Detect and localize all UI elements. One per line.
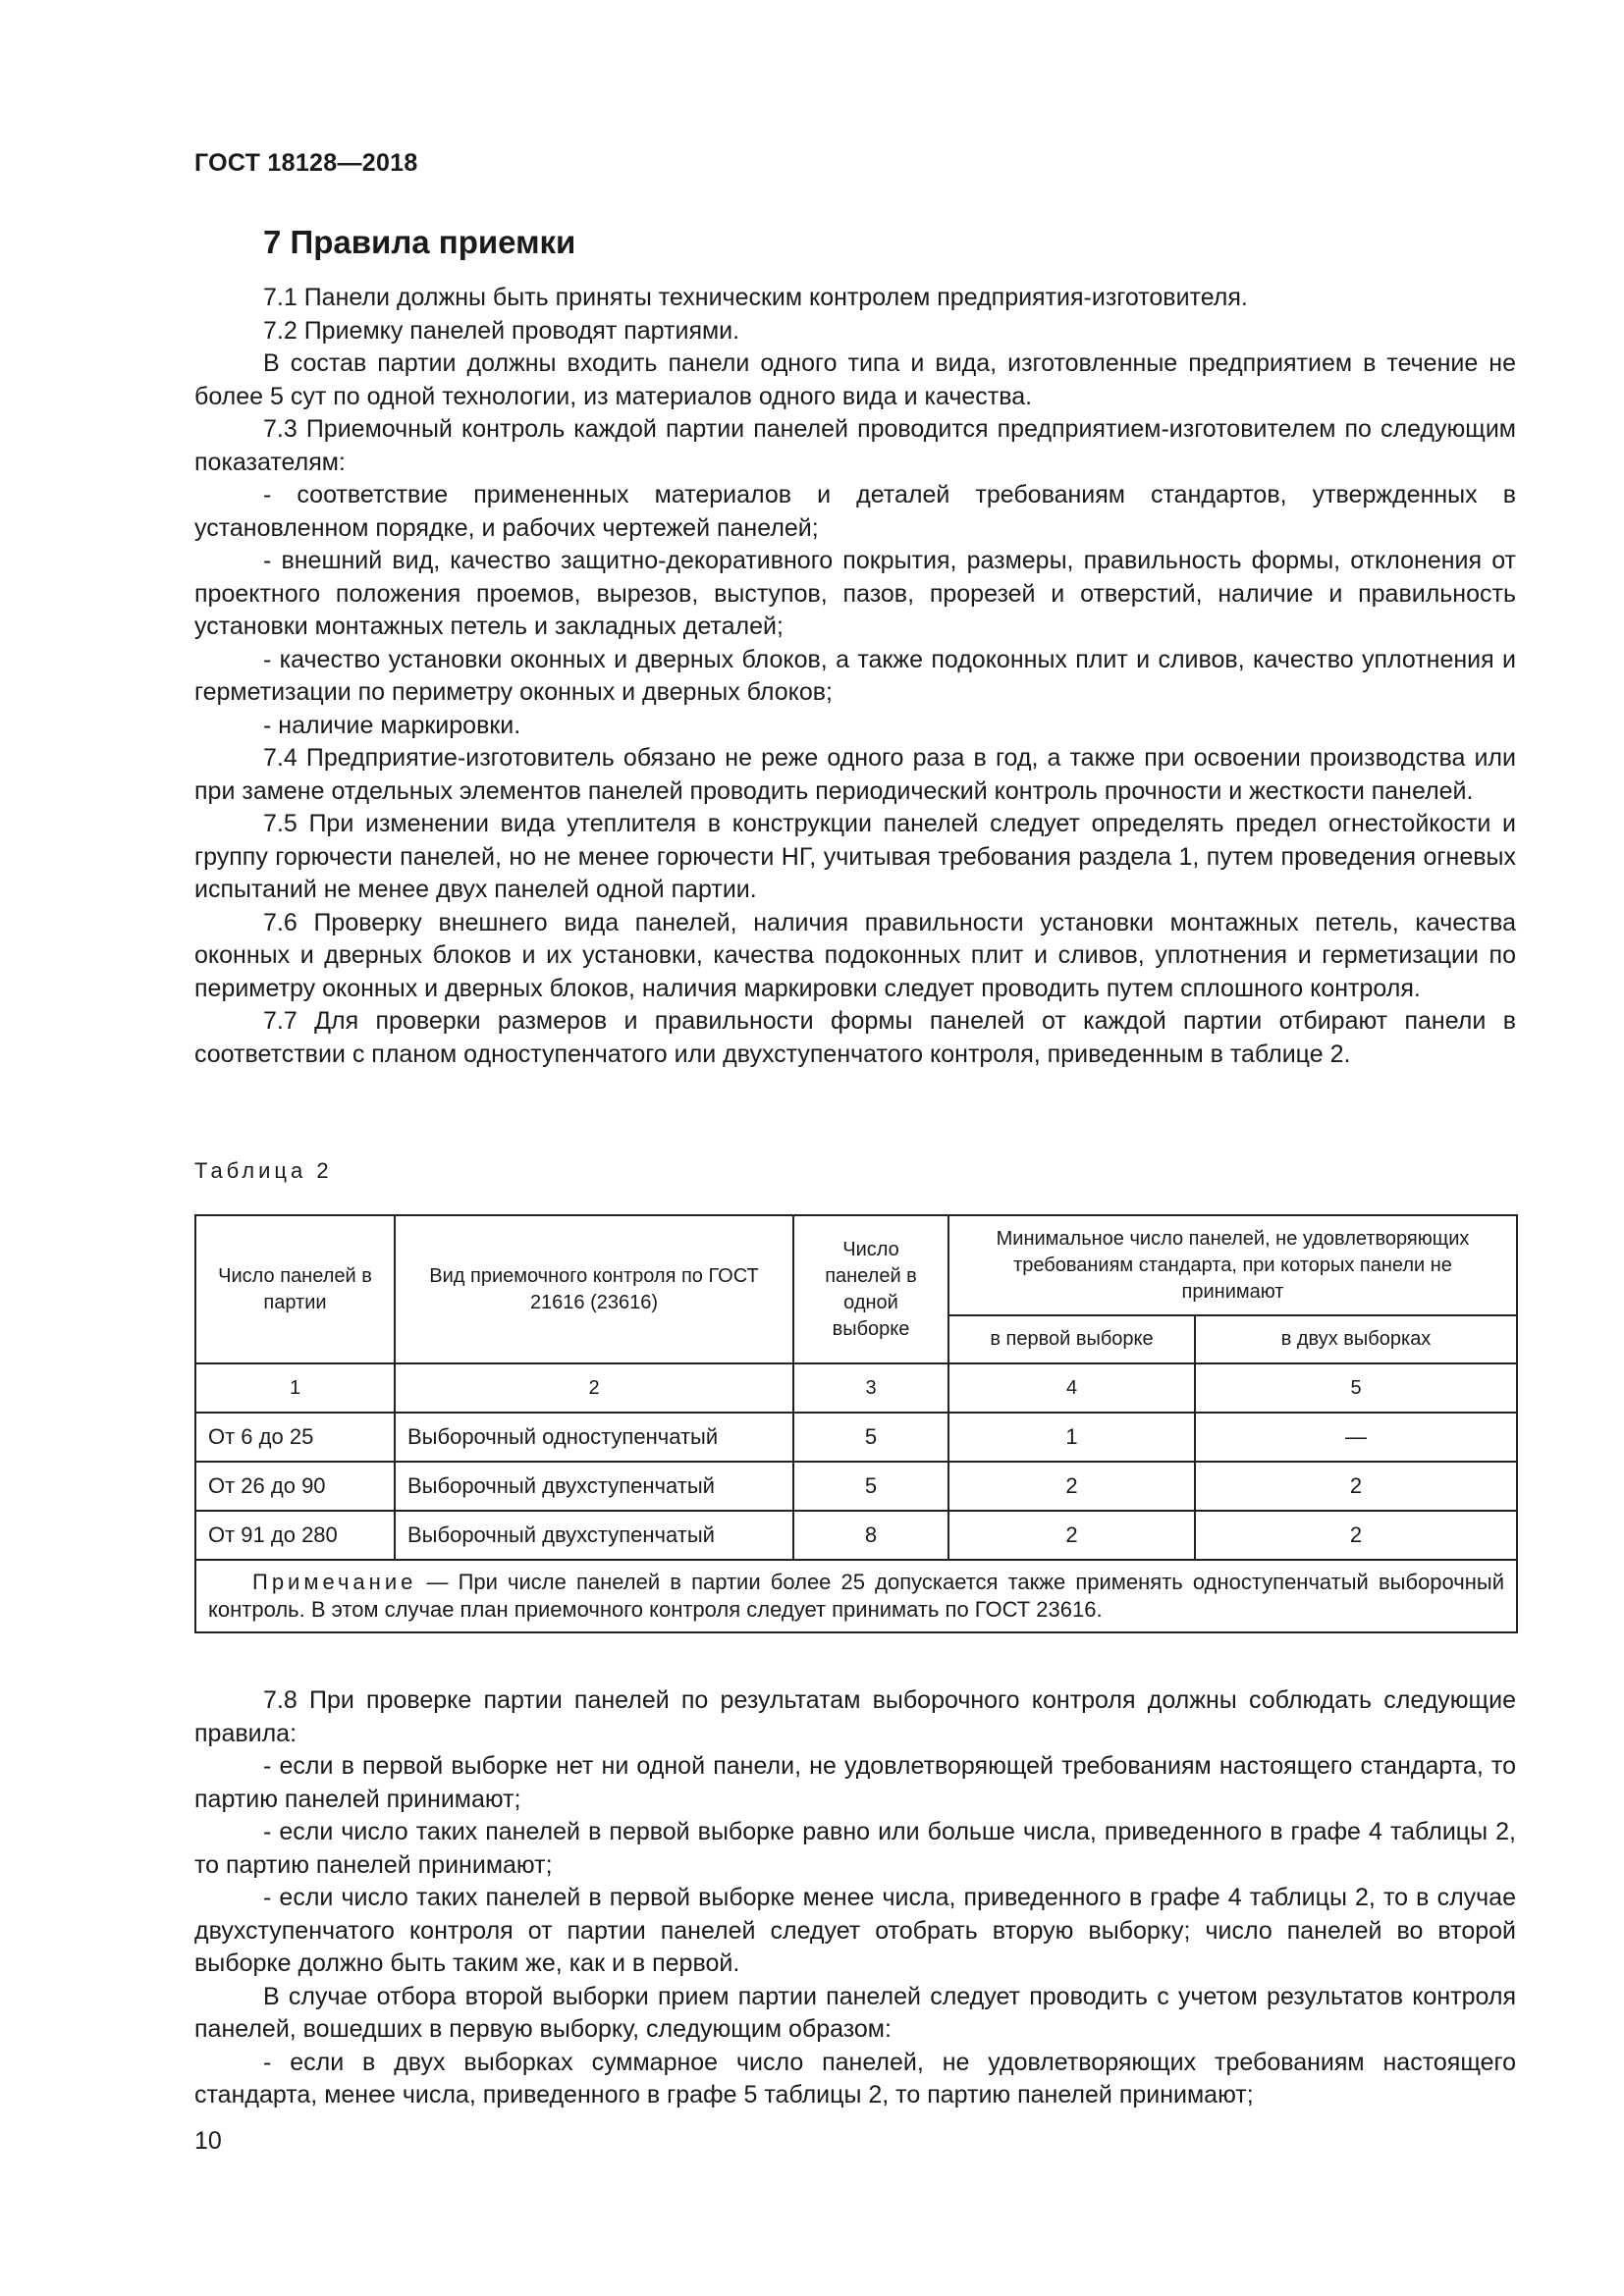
page-number: 10 <box>194 2127 222 2155</box>
section-title: 7 Правила приемки <box>263 224 576 260</box>
column-number: 2 <box>395 1363 793 1413</box>
cell-kind: Выборочный двухступенчатый <box>395 1511 793 1560</box>
cell-first: 2 <box>948 1462 1195 1511</box>
paragraph: В случае отбора второй выборки прием партии панелей следует проводить с учетом результатов контроля панелей, вошедших в первую выборку, следующим образом: <box>194 1982 1516 2043</box>
paragraph: - соответствие примененных материалов и деталей требованиям стандартов, утвержденных в установленном порядке, и рабочих чертежей панелей; <box>194 481 1516 542</box>
cell-first: 2 <box>948 1511 1195 1560</box>
cell-kind: Выборочный двухступенчатый <box>395 1462 793 1511</box>
column-number: 5 <box>1195 1363 1517 1413</box>
table-caption: Таблица 2 <box>194 1158 333 1183</box>
cell-kind: Выборочный одноступенчатый <box>395 1413 793 1462</box>
cell-sample: 5 <box>793 1413 948 1462</box>
cell-sample: 5 <box>793 1462 948 1511</box>
paragraph: 7.7 Для проверки размеров и правильности формы панелей от каждой партии отбирают панели в соответствии с планом одноступенчатого или двухступенчатого контроля, приведенным в таблице 2. <box>194 1007 1516 1068</box>
paragraph: 7.4 Предприятие-изготовитель обязано не реже одного раза в год, а также при освоении производства или при замене отдельных элементов панелей проводить периодический контроль прочности и жесткости панелей. <box>194 744 1516 805</box>
cell-lot: От 91 до 280 <box>195 1511 395 1560</box>
column-number: 3 <box>793 1363 948 1413</box>
paragraph: - качество установки оконных и дверных блоков, а также подоконных плит и сливов, качество уплотнения и герметизации по периметру оконных и дверных блоков; <box>194 645 1516 706</box>
cell-two: 2 <box>1195 1511 1517 1560</box>
body-text-before-table <box>194 282 1516 1071</box>
paragraph: 7.1 Панели должны быть приняты техническим контролем предприятия-изготовителя. <box>263 284 1248 311</box>
column-number: 1 <box>195 1363 395 1413</box>
cell-lot: От 26 до 90 <box>195 1462 395 1511</box>
header-reject-count: Минимальное число панелей, не удовлетворяющих требованиям стандарта, при которых панели не принимают <box>948 1215 1517 1315</box>
paragraph: 7.2 Приемку панелей проводят партиями. <box>263 316 740 345</box>
paragraph: - если в первой выборке нет ни одной панели, не удовлетворяющей требованиям настоящего стандарта, то партию панелей принимают; <box>194 1752 1516 1813</box>
standard-header: ГОСТ 18128—2018 <box>194 149 418 177</box>
header-lot-size: Число панелей в партии <box>195 1215 395 1363</box>
paragraph: 7.5 При изменении вида утеплителя в конструкции панелей следует определять предел огнестойкости и группу горючести панелей, но не менее горючести НГ, учитывая требования раздела 1, путем проведения огневых испытаний не менее двух панелей одной партии. <box>194 810 1516 903</box>
cell-two: — <box>1195 1413 1517 1462</box>
table-row <box>195 1511 1517 1560</box>
paragraph: - наличие маркировки. <box>263 711 521 739</box>
header-control-type: Вид приемочного контроля по ГОСТ 21616 (23616) <box>395 1215 793 1363</box>
cell-first: 1 <box>948 1413 1195 1462</box>
paragraph: - если в двух выборках суммарное число панелей, не удовлетворяющих требованиям настоящего стандарта, менее числа, приведенного в графе 5 таблицы 2, то партию панелей принимают; <box>194 2048 1516 2109</box>
header-first-sample: в первой выборке <box>948 1315 1195 1363</box>
paragraph: В состав партии должны входить панели одного типа и вида, изготовленные предприятием в течение не более 5 сут по одной технологии, из материалов одного вида и качества. <box>194 349 1516 410</box>
header-two-samples: в двух выборках <box>1195 1315 1517 1363</box>
table-row <box>195 1413 1517 1462</box>
table-note <box>195 1560 1517 1632</box>
paragraph: 7.8 При проверке партии панелей по результатам выборочного контроля должны соблюдать следующие правила: <box>194 1686 1516 1747</box>
paragraph: - если число таких панелей в первой выборке равно или больше числа, приведенного в графе 4 таблицы 2, то партию панелей принимают; <box>194 1818 1516 1879</box>
paragraph: - если число таких панелей в первой выборке менее числа, приведенного в графе 4 таблицы 2, то в случае двухступенчатого контроля от партии панелей следует отобрать вторую выборку; число панелей во второй выборке должно быть таким же, как и в первой. <box>194 1884 1516 1977</box>
paragraph: 7.6 Проверку внешнего вида панелей, наличия правильности установки монтажных петель, качества оконных и дверных блоков и их установки, качества подоконных плит и сливов, уплотнения и герметизации по периметру оконных и дверных блоков, наличия маркировки следует проводить путем сплошного контроля. <box>194 908 1516 1002</box>
table-row <box>195 1462 1517 1511</box>
note-label: Примечание <box>252 1570 417 1594</box>
paragraph: - внешний вид, качество защитно-декоративного покрытия, размеры, правильность формы, отклонения от проектного положения проемов, вырезов, выступов, пазов, прорезей и отверстий, наличие и правильность установки монтажных петель и закладных деталей; <box>194 547 1516 640</box>
column-number: 4 <box>948 1363 1195 1413</box>
body-text-after-table <box>194 1684 1516 2112</box>
acceptance-table <box>194 1214 1518 1633</box>
paragraph: 7.3 Приемочный контроль каждой партии панелей проводится предприятием-изготовителем по следующим показателям: <box>194 415 1516 476</box>
cell-sample: 8 <box>793 1511 948 1560</box>
cell-two: 2 <box>1195 1462 1517 1511</box>
cell-lot: От 6 до 25 <box>195 1413 395 1462</box>
note-text: — При числе панелей в партии более 25 допускается также применять одноступенчатый выборочный контроль. В этом случае план приемочного контроля следует принимать по ГОСТ 23616. <box>208 1570 1505 1622</box>
header-sample-size: Число панелей в одной выборке <box>793 1215 948 1363</box>
